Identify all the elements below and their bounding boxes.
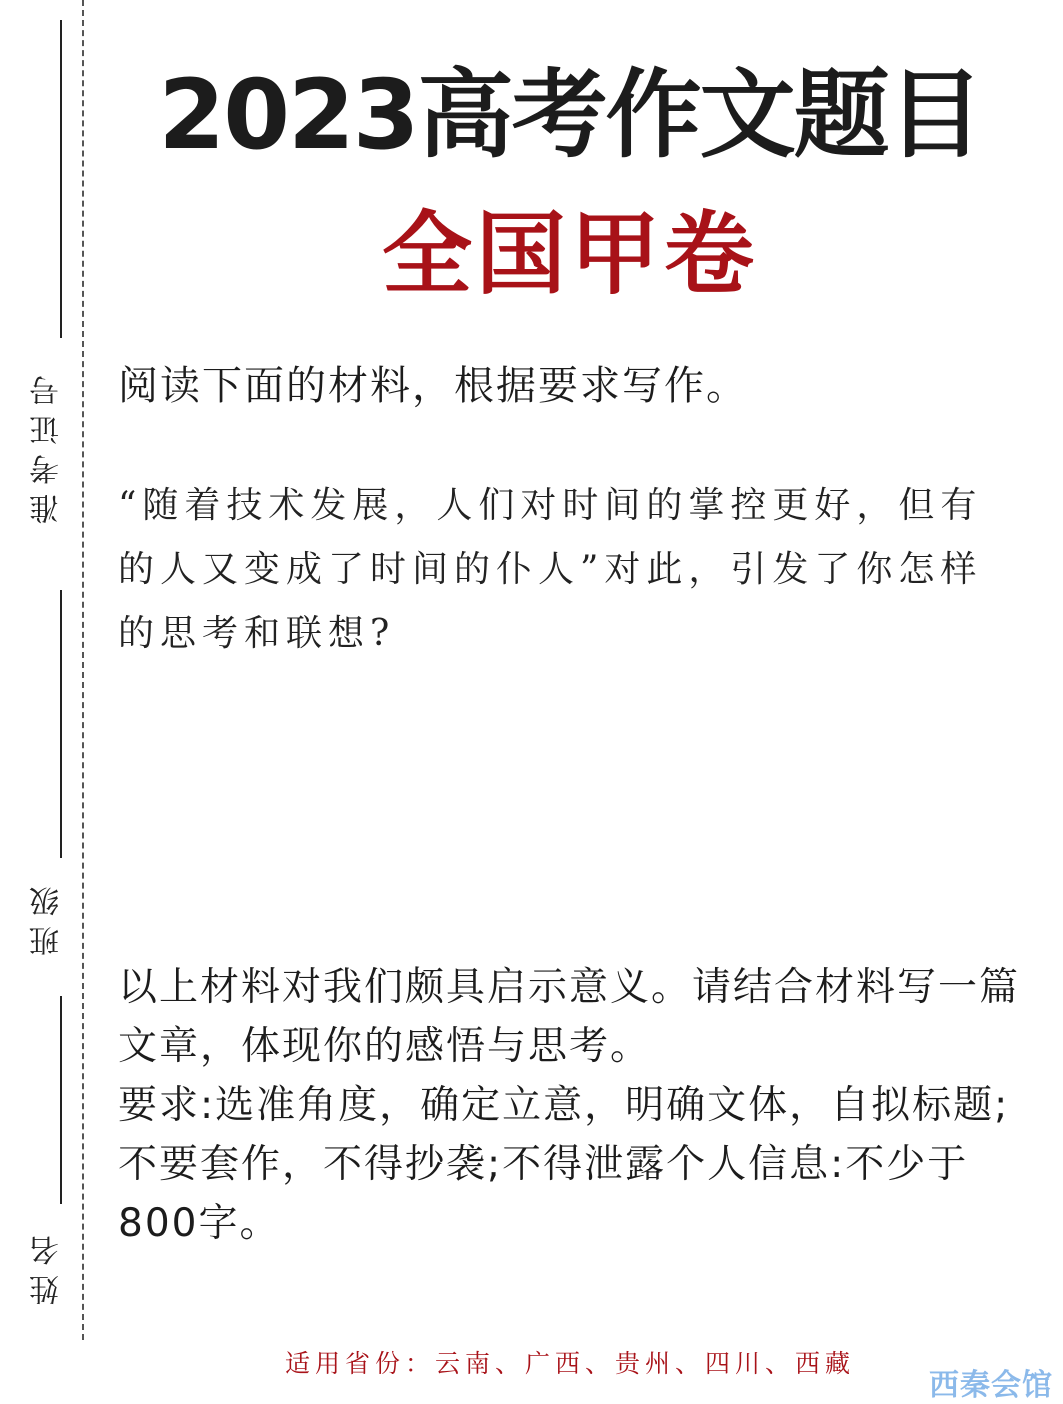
instruction-text: 阅读下面的材料，根据要求写作。 (118, 363, 748, 409)
watermark-logo: 西秦会馆 (929, 1368, 1053, 1403)
name-write-line (60, 996, 62, 1204)
paper-subtitle: 全国甲卷 (382, 202, 758, 307)
requirements-block (118, 958, 1023, 1253)
applicable-provinces: 适用省份：云南、广西、贵州、四川、西藏 (284, 1349, 855, 1378)
fold-dashed-line (82, 0, 84, 1340)
exam-number-label: 准 考 证 号 (30, 375, 65, 525)
material-quote: “随着技术发展，人们对时间的掌控更好，但有的人又变成了时间的仆人”对此，引发了你怎样的思考和联想? (118, 485, 983, 654)
page-title: 2023高考作文题目 (158, 59, 982, 171)
exam-number-write-line (60, 20, 62, 338)
requirement-intro: 以上材料对我们颇具启示意义。请结合材料写一篇文章，体现你的感悟与思考。 (118, 965, 1021, 1069)
class-write-line (60, 590, 62, 858)
class-label: 班 级 (30, 886, 65, 956)
name-label: 姓 名 (30, 1235, 65, 1305)
requirement-rules: 要求:选准角度，确定立意，明确文体，自拟标题;不要套作，不得抄袭;不得泄露个人信息:不少于800字。 (118, 1083, 1010, 1246)
